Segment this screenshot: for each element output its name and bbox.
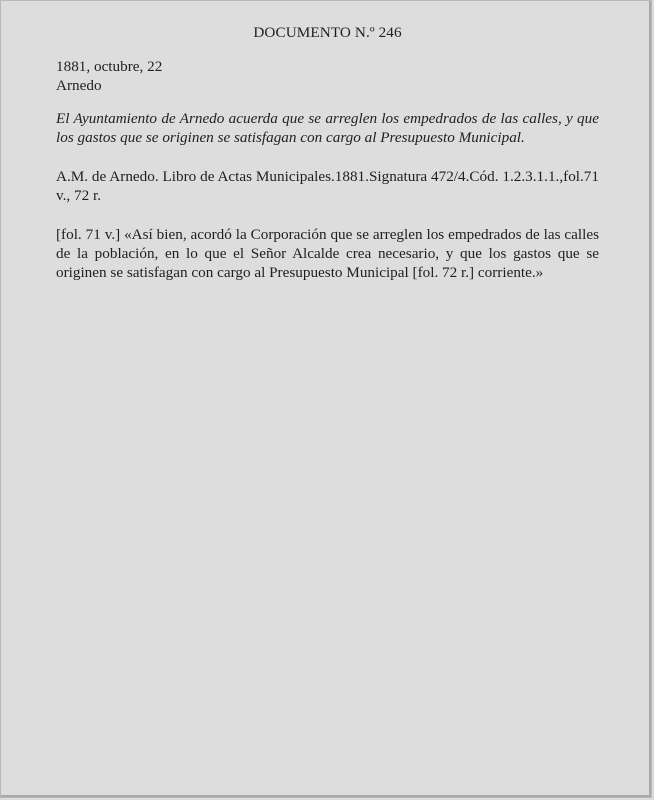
document-place: Arnedo [56, 77, 102, 94]
document-summary: El Ayuntamiento de Arnedo acuerda que se arreglen los empedrados de las calles, y que los gastos que se originen se satisfagan con cargo al Presupuesto Municipal. [56, 110, 599, 146]
document-transcription: [fol. 71 v.] «Así bien, acordó la Corporación que se arreglen los empedrados de las calles de la población, en lo que el Señor Alcalde crea necesario, y que los gastos que se originen se satisfagan con cargo al Presupuesto Municipal [fol. 72 r.] corriente.» [56, 226, 599, 281]
document-date: 1881, octubre, 22 [56, 58, 163, 75]
document-title: DOCUMENTO N.º 246 [253, 24, 402, 41]
document-content [56, 23, 599, 282]
document-metadata [56, 57, 599, 95]
archival-source: A.M. de Arnedo. Libro de Actas Municipales.1881.Signatura 472/4.Cód. 1.2.3.1.1.,fol.71 v., 72 r. [56, 168, 599, 204]
